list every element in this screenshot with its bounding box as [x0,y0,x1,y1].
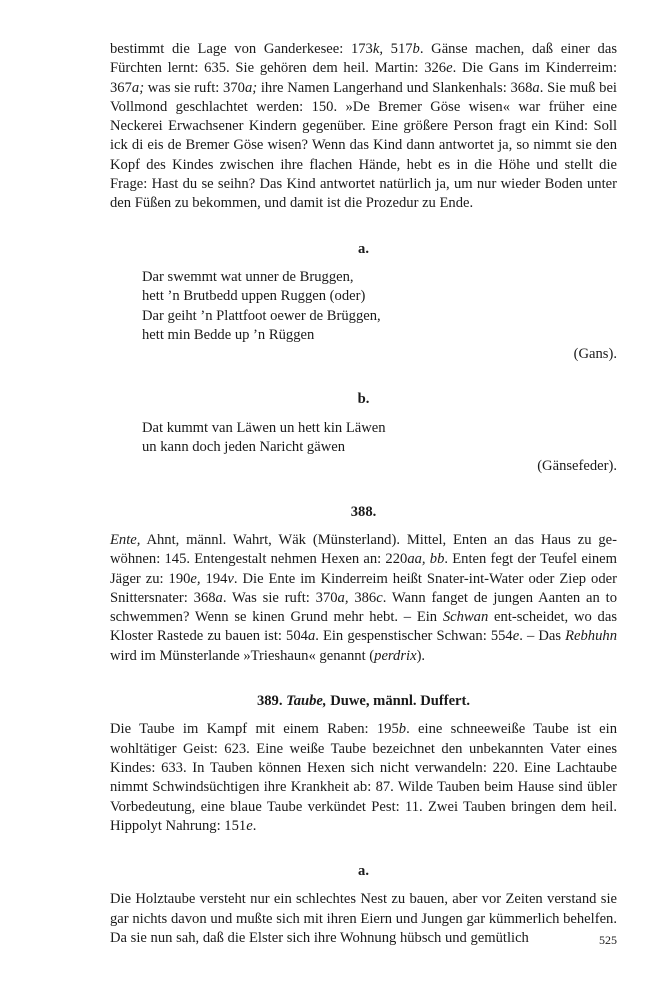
italic-run: e [512,628,520,645]
text-run: . – Das [519,628,566,645]
italic-run: Schwan [442,609,489,626]
text-run: 517 [382,41,413,57]
italic-run: a [215,589,223,606]
italic-run: aa, bb [407,551,445,568]
italic-run: v [227,570,234,587]
section-a2-paragraph [110,890,617,948]
section-389-heading [110,692,617,711]
text-run: . Was sie ruft: 370 [222,589,338,606]
text-run: . Sie muß bei Vollmond geschlachtet werden: 150. »De Bremer Göse wisen« war früher eine Neckerei Erwachsener Kindern gegenüber. Eine größere Person fragt ein Kind: Soll ick di eis de Bremer Göse wisen? Wenn das Kind dann antwortet ja, so nimmt sie den Kopf des Kindes zwischen ihre flachen Hände, hebt es in die Höhe und stellt die Frage: Hast du se seihn? Das Kind antwortet natürlich ja, um nur wieder Boden unter den Füßen zu bekommen, und damit ist die Prozedur zu Ende. [110,79,617,212]
italic-run: b [412,41,420,57]
page-body [110,40,617,948]
verse-line: un kann doch jeden Naricht gäwen [142,439,346,456]
text-run: . Die Gans im Kinderreim: 367 [110,60,617,96]
section-a2-heading: a. [358,863,369,880]
italic-run: Taube, [286,693,327,710]
text-run: wird im Münsterlande »Trieshaun« genannt ( [110,647,375,664]
verse-line: Dar swemmt wat unner de Bruggen, [142,268,354,285]
italic-run: b [398,721,407,738]
text-run: . eine schneeweiße Taube ist ein wohltätiger Geist: 623. Eine weiße Taube bezeichnet den unbekannten Vater eines Kindes: 633. In Tauben können Hexen sich nicht verwandeln: 220. Eine Lachtaube nimmt Schwindsüchtigen ihre Krankheit ab: 87. Wilde Tauben beim Hause sind übler Vorbedeutung, eine blaue Taube verkündet Pest: 11. Zwei Tauben bringen dem heil. Hippolyt Nahrung: 151 [110,721,617,834]
riddle-verse-feder [142,419,617,458]
text-run: Die Holztaube versteht nur ein schlechtes Nest zu bauen, aber vor Zeiten verstand sie gar nichts davon und mußte sich mit ihren Eiern und Jungen gar kümmerlich behelfen. Da sie nun sah, daß die Elster sich ihre Wohnung hübsch und gemütlich [110,891,617,946]
italic-run: a, [337,589,349,606]
intro-paragraph [110,40,617,214]
italic-run: e [446,60,453,77]
riddle-answer: (Gans). [573,346,617,363]
verse-line: hett min Bedde up ’n Rüggen [142,326,315,343]
verse-line: hett ’n Brutbedd uppen Ruggen (oder) [142,288,366,305]
text-run: bestimmt die Lage von Ganderkesee: 173 [110,41,373,57]
text-run: . [252,817,257,834]
text-run: . Ein gespenstischer Schwan: 554 [315,628,513,645]
italic-run: Rebhuhn [565,628,617,645]
italic-run: k, [372,41,383,57]
italic-run: e [246,817,253,834]
italic-run: a [532,79,540,96]
text-run: ). [416,647,426,664]
italic-run: Ente, [110,531,141,548]
italic-run: a; [131,79,145,96]
text-run: was sie ruft: 370 [144,79,245,96]
riddle-verse-gans [142,268,617,345]
text-run: Die Taube im Kampf mit einem Raben: 195 [110,721,399,738]
section-388-paragraph [110,531,617,666]
text-run: ent-scheidet, wo das Kloster Rastede zu bauen ist: 504 [110,609,617,645]
text-run: Duwe, männl. Duffert. [326,693,471,710]
italic-run: a [307,628,316,645]
text-run: 386 [348,589,377,606]
section-b-heading: b. [357,391,370,408]
verse-line: Dar geiht ’n Plattfoot oewer de Brüggen, [142,307,381,324]
text-run: 194 [200,570,228,587]
section-a-heading: a. [358,240,369,257]
text-run: 389. [256,693,287,710]
text-run: . Wann fanget de jungen Aanten an to schwemmen? Wenn se kinen Grund mehr hebt. – Ein [110,589,618,626]
text-run: . Gänse machen, daß einer das Fürchten lernt: 635. Sie gehören dem heil. Martin: 326 [110,41,618,77]
text-run: . Enten fegt der Teufel einem Jäger zu: 190 [110,551,618,587]
text-run: Ahnt, männl. Wahrt, Wäk (Münsterland). Mittel, Enten an das Haus zu ge-wöhnen: 145. Entengestalt nehmen Hexen an: 220 [110,531,617,568]
section-389-paragraph [110,720,617,836]
text-run: . Die Ente im Kinderreim heißt Snater-int-Water oder Ziep oder Snittersnater: 368 [110,570,617,606]
text-run: ihre Namen Langerhand und Slankenhals: 368 [257,79,533,96]
italic-run: a; [244,79,258,96]
italic-run: c [376,589,383,606]
section-388-heading: 388. [350,503,377,520]
verse-line: Dat kummt van Läwen un hett kin Läwen [142,419,386,436]
italic-run: perdrix [374,647,417,664]
italic-run: e, [190,570,201,587]
page-number: 525 [599,933,617,947]
riddle-answer: (Gänsefeder). [537,458,617,475]
